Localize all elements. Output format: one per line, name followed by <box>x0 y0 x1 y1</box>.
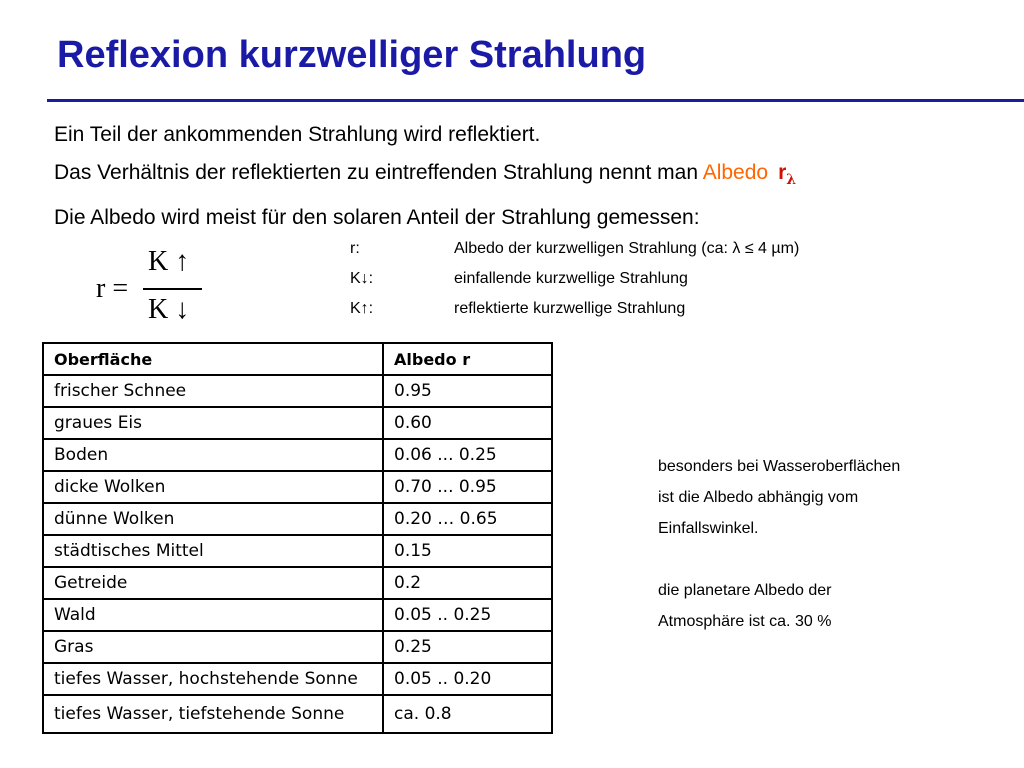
note-line: Atmosphäre ist ca. 30 % <box>658 613 832 630</box>
surface-cell: dicke Wolken <box>43 471 383 503</box>
surface-cell: graues Eis <box>43 407 383 439</box>
albedo-cell: 0.06 ... 0.25 <box>383 439 552 471</box>
note-line: ist die Albedo abhängig vom <box>658 489 859 506</box>
albedo-cell: 0.60 <box>383 407 552 439</box>
albedo-cell: 0.2 <box>383 567 552 599</box>
table-row <box>43 407 552 439</box>
albedo-highlight: Albedo <box>702 161 769 184</box>
header-surface: Oberfläche <box>43 343 383 375</box>
intro-line-3: Die Albedo wird meist für den solaren Anteil der Strahlung gemessen: <box>54 206 700 230</box>
albedo-table <box>42 342 553 734</box>
table-row <box>43 535 552 567</box>
note-line: Einfallswinkel. <box>658 520 759 537</box>
intro-text <box>54 116 796 237</box>
albedo-cell: 0.95 <box>383 375 552 407</box>
intro-line-2-text: Das Verhältnis der reflektierten zu eintreffenden Strahlung nennt man <box>54 161 703 184</box>
albedo-symbol-r: r <box>778 161 787 184</box>
legend-symbol: K↑: <box>350 300 374 317</box>
formula-denominator: K ↓ <box>148 294 190 325</box>
note-spacer <box>658 544 900 575</box>
table-row <box>43 503 552 535</box>
side-notes <box>658 451 900 637</box>
albedo-formula <box>96 246 211 334</box>
table-header-row <box>43 343 552 375</box>
surface-cell: tiefes Wasser, hochstehende Sonne <box>43 663 383 695</box>
table-row <box>43 471 552 503</box>
title-divider <box>47 99 1024 102</box>
legend-description: Albedo der kurzwelligen Strahlung (ca: λ ≤ 4 µm) <box>454 240 800 257</box>
table-row <box>43 663 552 695</box>
formula-lhs: r = <box>96 273 129 304</box>
note-line: die planetare Albedo der <box>658 582 832 599</box>
surface-cell: tiefes Wasser, tiefstehende Sonne <box>43 695 383 733</box>
surface-cell: frischer Schnee <box>43 375 383 407</box>
table-row <box>43 375 552 407</box>
table-row <box>43 631 552 663</box>
albedo-cell: 0.15 <box>383 535 552 567</box>
page-title: Reflexion kurzwelliger Strahlung <box>57 34 647 76</box>
albedo-cell: ca. 0.8 <box>383 695 552 733</box>
table-row <box>43 695 552 733</box>
legend-description: reflektierte kurzwellige Strahlung <box>454 300 686 317</box>
albedo-symbol <box>778 161 797 189</box>
table-row <box>43 567 552 599</box>
surface-cell: Boden <box>43 439 383 471</box>
surface-cell: Wald <box>43 599 383 631</box>
albedo-cell: 0.25 <box>383 631 552 663</box>
legend-description: einfallende kurzwellige Strahlung <box>454 270 688 287</box>
formula-numerator: K ↑ <box>148 246 190 277</box>
intro-line-2 <box>54 154 796 199</box>
note-line: besonders bei Wasseroberflächen <box>658 458 901 475</box>
albedo-cell: 0.20 … 0.65 <box>383 503 552 535</box>
table-row <box>43 439 552 471</box>
albedo-cell: 0.05 .. 0.20 <box>383 663 552 695</box>
surface-cell: städtisches Mittel <box>43 535 383 567</box>
surface-cell: dünne Wolken <box>43 503 383 535</box>
table-row <box>43 599 552 631</box>
surface-cell: Getreide <box>43 567 383 599</box>
albedo-cell: 0.05 .. 0.25 <box>383 599 552 631</box>
header-albedo: Albedo r <box>383 343 552 375</box>
albedo-symbol-lambda: λ <box>786 172 797 189</box>
intro-line-1: Ein Teil der ankommenden Strahlung wird reflektiert. <box>54 123 541 146</box>
fraction-bar <box>143 288 202 290</box>
surface-cell: Gras <box>43 631 383 663</box>
legend-symbol: K↓: <box>350 270 374 287</box>
albedo-cell: 0.70 ... 0.95 <box>383 471 552 503</box>
legend-symbol: r: <box>350 240 360 257</box>
